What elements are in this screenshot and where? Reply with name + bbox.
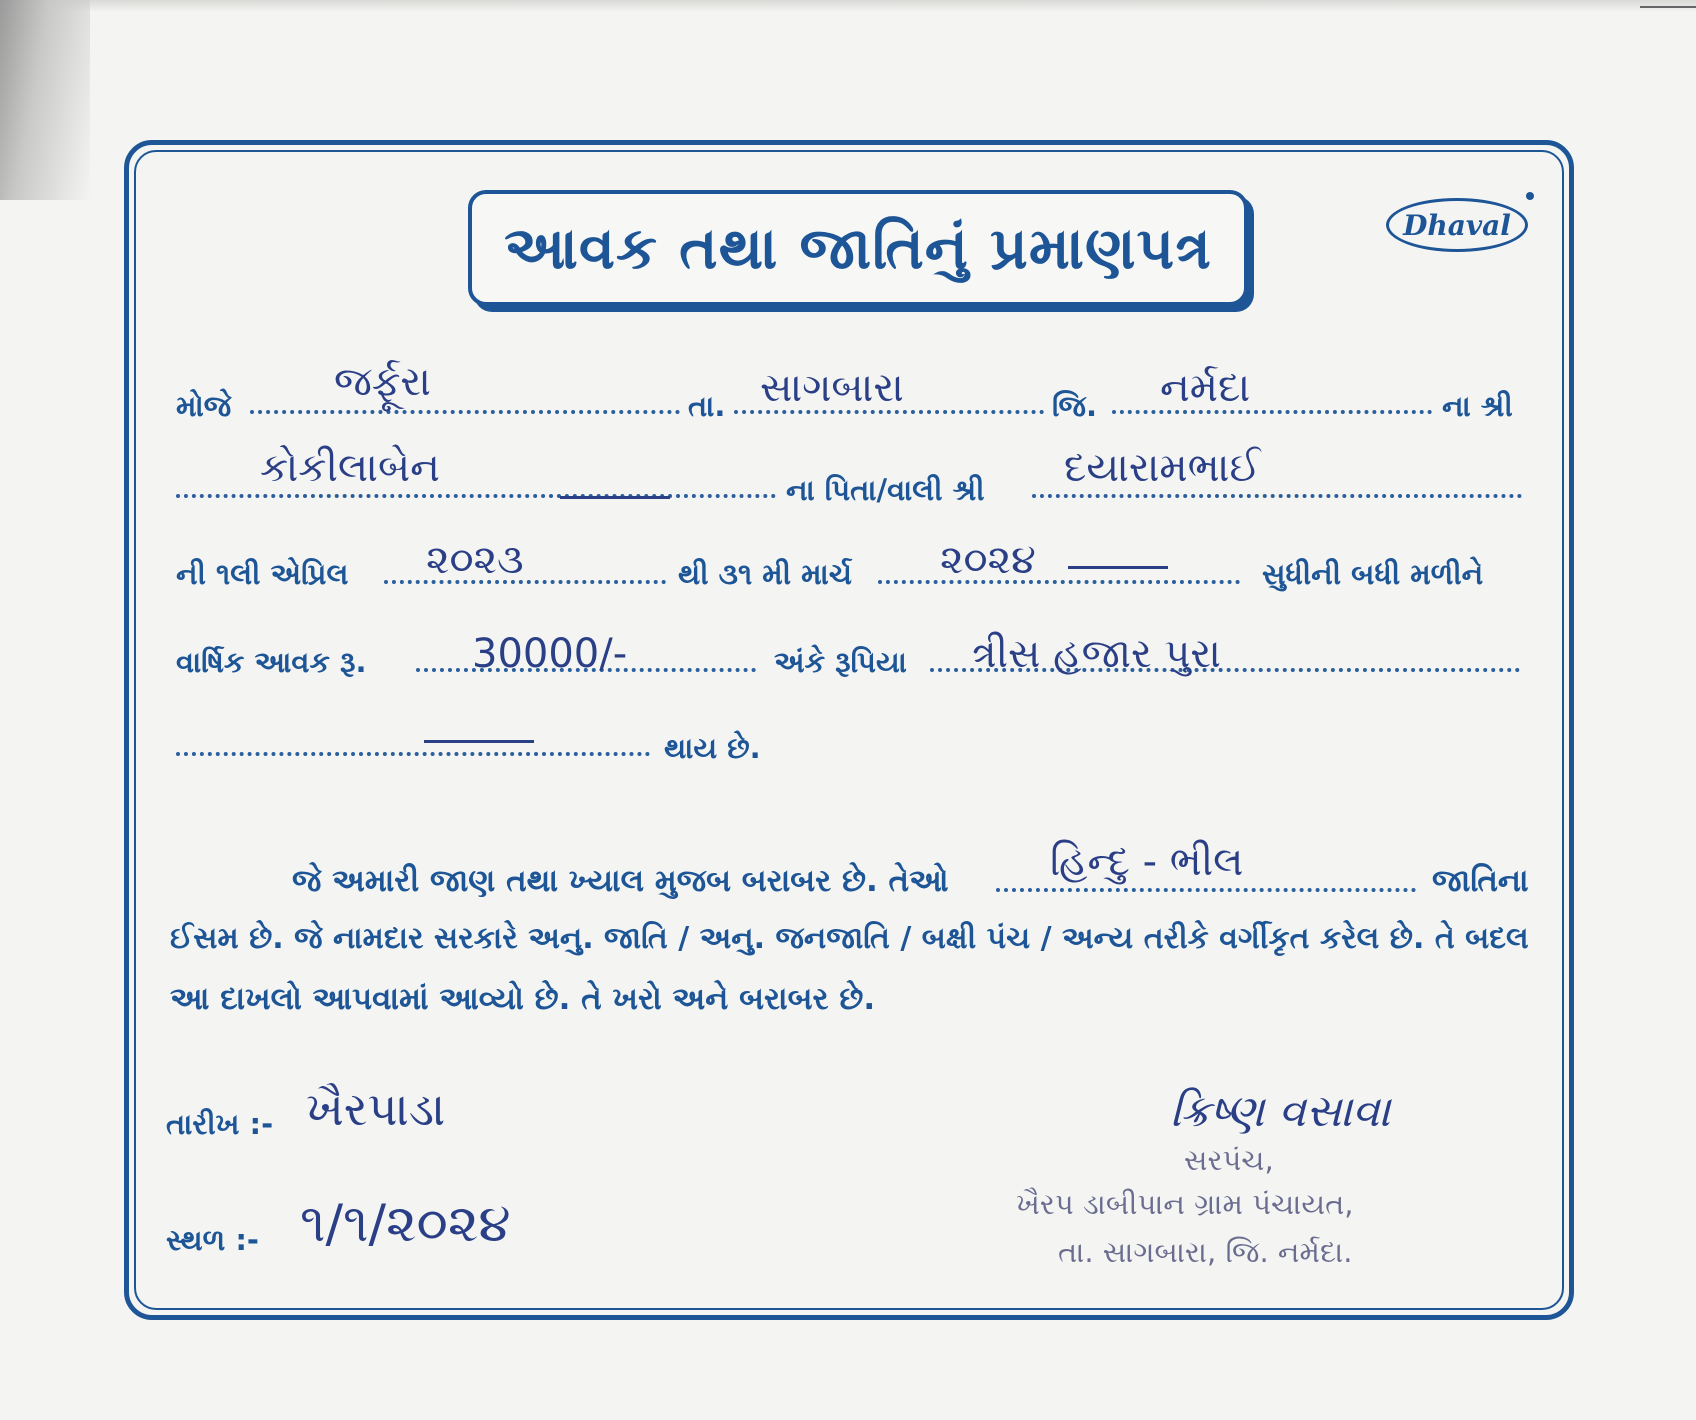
paper-top-edge <box>0 0 1696 12</box>
corner-mark <box>1640 6 1696 8</box>
brand-logo <box>1386 198 1528 252</box>
place-label: સ્થળ :- <box>166 1223 259 1257</box>
title-box <box>468 190 1248 306</box>
income-value: 30000/- <box>472 631 628 677</box>
stamp-line3: તા. સાગબારા, જિ. નર્મદા. <box>1058 1235 1353 1269</box>
moje-label: મોજે <box>176 389 232 423</box>
certificate-title: આવક તથા જાતિનું પ્રમાણપત્ર <box>504 213 1212 282</box>
march-label: થી ૩૧ મી માર્ચ <box>678 557 852 591</box>
father-dotted-line <box>1032 494 1522 498</box>
name-underline <box>560 496 670 499</box>
registered-mark-icon <box>1526 192 1534 200</box>
march-year: ૨૦૨૪ <box>940 537 1036 583</box>
na-shri-label: ના શ્રી <box>1442 389 1513 423</box>
income-label: વાર્ષિક આવક રૂ. <box>176 645 367 679</box>
march-year-stroke <box>1068 566 1168 569</box>
taluka-value: સાગબારા <box>760 365 904 411</box>
page-shadow <box>0 0 90 200</box>
caste-dotted-line <box>996 888 1416 892</box>
until-label: સુધીની બધી મળીને <box>1262 557 1484 591</box>
name-dotted-line <box>176 494 776 498</box>
moje-dotted-line <box>250 410 680 414</box>
words-value: ત્રીસ હજાર પુરા <box>972 631 1221 677</box>
stamp-line1: સરપંચ, <box>1184 1143 1274 1177</box>
statement-line2: ઈસમ છે. જે નામદાર સરકારે અનુ. જાતિ / અનુ. જનજાતિ / બક્ષી પંચ / અન્ય તરીકે વર્ગીકૃત કરેલ છે. તે બદલ <box>170 921 1529 956</box>
words-label: અંકે રૂપિયા <box>774 645 907 679</box>
date-label: તારીખ :- <box>166 1107 274 1141</box>
statement-line1-prefix: જે અમારી જાણ તથા ખ્યાલ મુજબ બરાબર છે. તેઓ <box>292 863 949 899</box>
thay-che-label: થાય છે. <box>664 731 761 765</box>
april-year: ૨૦૨૩ <box>426 537 524 583</box>
statement-line3: આ દાખલો આપવામાં આવ્યો છે. તે ખરો અને બરાબર છે. <box>170 981 876 1017</box>
moje-value: જર્ફૂરા <box>334 359 431 405</box>
march-dotted-line <box>878 580 1240 584</box>
place-value: ૧/૧/૨૦૨૪ <box>300 1194 511 1254</box>
date-value: ખૈરપાડા <box>306 1082 446 1136</box>
father-value: દયારામભાઈ <box>1064 445 1261 491</box>
taluka-label: તા. <box>688 389 726 423</box>
jilla-value: નર્મદા <box>1160 365 1251 411</box>
jilla-label: જિ. <box>1052 389 1098 423</box>
caste-value: હિન્દુ - ભીલ <box>1050 839 1244 885</box>
name-value: કોકીલાબેન <box>260 445 440 491</box>
statement-line1-suffix: જાતિના <box>1432 863 1529 899</box>
father-label: ના પિતા/વાલી શ્રી <box>786 473 985 507</box>
words-continued-dotted-line <box>176 752 650 756</box>
brand-name: Dhaval <box>1403 208 1511 242</box>
april-label: ની ૧લી એપ્રિલ <box>176 557 349 591</box>
sarpanch-signature: ક્રિષ્ણ વસાવા <box>1170 1086 1391 1137</box>
stamp-line2: ખૈરપ ડાબીપાન ગ્રામ પંચાયત, <box>1016 1187 1354 1221</box>
dash-stroke <box>424 740 534 743</box>
